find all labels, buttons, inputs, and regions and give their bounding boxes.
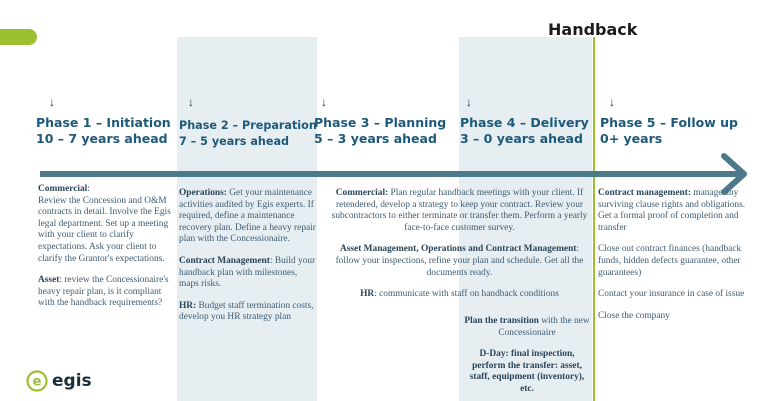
phase-2-hr-text: Budget staff termination costs, develop you HR strategy plan <box>179 300 314 323</box>
phase-2-contract-text: : Build your handback plan with milestones, maps risks. <box>179 255 316 290</box>
phase-4-dday: D-Day: final inspection, perform the transfer: asset, staff, equipment (inventory), etc. <box>469 349 585 394</box>
phase-1-asset-text: : review the Concessionaire's heavy repair plan, is it compliant with the handback requirements? <box>38 275 169 309</box>
phase-2-operations <box>179 188 317 246</box>
egis-logo-text: egis <box>52 371 92 391</box>
handback-label: Handback <box>548 20 638 39</box>
phase-3-4-content <box>328 188 591 301</box>
phase-5-contract-text: manage any surviving clause rights and obligations. Get a formal proof of completion and transfer <box>598 188 746 233</box>
egis-logo <box>26 370 92 392</box>
phase-4-content <box>463 316 591 396</box>
phase-3-hr <box>328 289 591 301</box>
phase-1-content <box>38 184 176 310</box>
phase-2-operations-text: Get your maintenance activities audited by Egis experts. If required, define a maintenance recovery plan. Define a heavy repair plan with the Concessionaire. <box>179 188 316 245</box>
phase-5-title <box>600 115 738 147</box>
arrow-down-icon: ↓ <box>49 95 55 109</box>
phase-3-amoc <box>328 244 591 279</box>
phase-2-timing: 7 – 5 years ahead <box>179 135 290 148</box>
phase-3-amoc-text: : follow your inspections, refine your plan and schedule. Get all the documents ready. <box>335 244 584 278</box>
phase-3-title <box>314 115 446 147</box>
phase-4-name: Phase 4 – Delivery <box>460 115 589 130</box>
phase-2-content <box>179 188 317 324</box>
phase-5-timing: 0+ years <box>600 131 663 146</box>
arrow-down-icon: ↓ <box>188 95 194 109</box>
phase-2-hr-label: HR: <box>179 300 197 311</box>
phase-3-commercial <box>328 188 591 234</box>
phase-1-asset <box>38 275 176 310</box>
phase-2-contract <box>179 256 317 291</box>
phase-5-contract-label: Contract management: <box>598 188 691 198</box>
phase-1-title <box>36 115 171 147</box>
accent-pill <box>0 29 37 45</box>
phase-2-hr <box>179 301 317 324</box>
phase-1-commercial-body: Review the Concession and O&M contracts in detail. Involve the Egis legal department. Set up a meeting with your client to clarify expectations. Ask your client to clarify the Grantor's expectations. <box>38 195 171 264</box>
phase-3-timing: 5 – 3 years ahead <box>314 131 437 146</box>
phase-5-contact-insurance: Contact your insurance in case of issue <box>598 289 745 300</box>
phase-3-commercial-text: Plan regular handback meetings with your client. If retendered, develop a strategy to keep your contract. Review your subcontractors to either terminate or transfer them. Perform a yearly face-to-face customer survey. <box>331 188 588 233</box>
phase-1-commercial-colon: : <box>87 184 90 194</box>
phase-5-close-finances: Close out contract finances (handback funds, hidden defects guarantee, other guarantees) <box>598 244 742 278</box>
phase-2-operations-label: Operations: <box>179 188 227 198</box>
phase-3-hr-text: : communicate with staff on handback conditions <box>374 289 559 300</box>
phase-4-title <box>460 115 589 147</box>
phase-5-name: Phase 5 – Follow up <box>600 115 738 130</box>
phase-4-transition <box>463 316 591 339</box>
phase-5-content <box>598 188 758 322</box>
phase-3-amoc-label: Asset Management, Operations and Contract Management <box>339 244 577 255</box>
egis-logo-icon <box>26 370 48 392</box>
phase-3-name: Phase 3 – Planning <box>314 115 447 130</box>
phase-4-transition-text: with the new Concessionaire <box>498 316 590 338</box>
phase-1-timing: 10 – 7 years ahead <box>36 131 168 146</box>
phase-2-title <box>179 118 317 150</box>
phase-1-commercial-label: Commercial <box>38 184 88 194</box>
phase-1-name: Phase 1 – Initiation <box>36 115 171 130</box>
phase-5-contract <box>598 188 758 234</box>
phase-1-asset-label: Asset <box>38 275 60 286</box>
handback-line <box>593 37 595 401</box>
phase-1-commercial <box>38 184 176 196</box>
phase-3-commercial-label: Commercial: <box>335 188 389 198</box>
phase-2-name: Phase 2 – Preparation <box>179 119 317 132</box>
phase-2-contract-label: Contract Management <box>179 255 270 266</box>
arrow-down-icon: ↓ <box>321 95 327 109</box>
phase-4-transition-label: Plan the transition <box>464 316 539 326</box>
phase-5-close-company: Close the company <box>598 310 670 321</box>
egis-logo-mark: e <box>32 374 42 390</box>
arrow-down-icon: ↓ <box>466 95 472 109</box>
phase-4-timing: 3 – 0 years ahead <box>460 131 583 146</box>
arrow-down-icon: ↓ <box>609 95 615 109</box>
phase-3-hr-label: HR <box>360 289 375 300</box>
